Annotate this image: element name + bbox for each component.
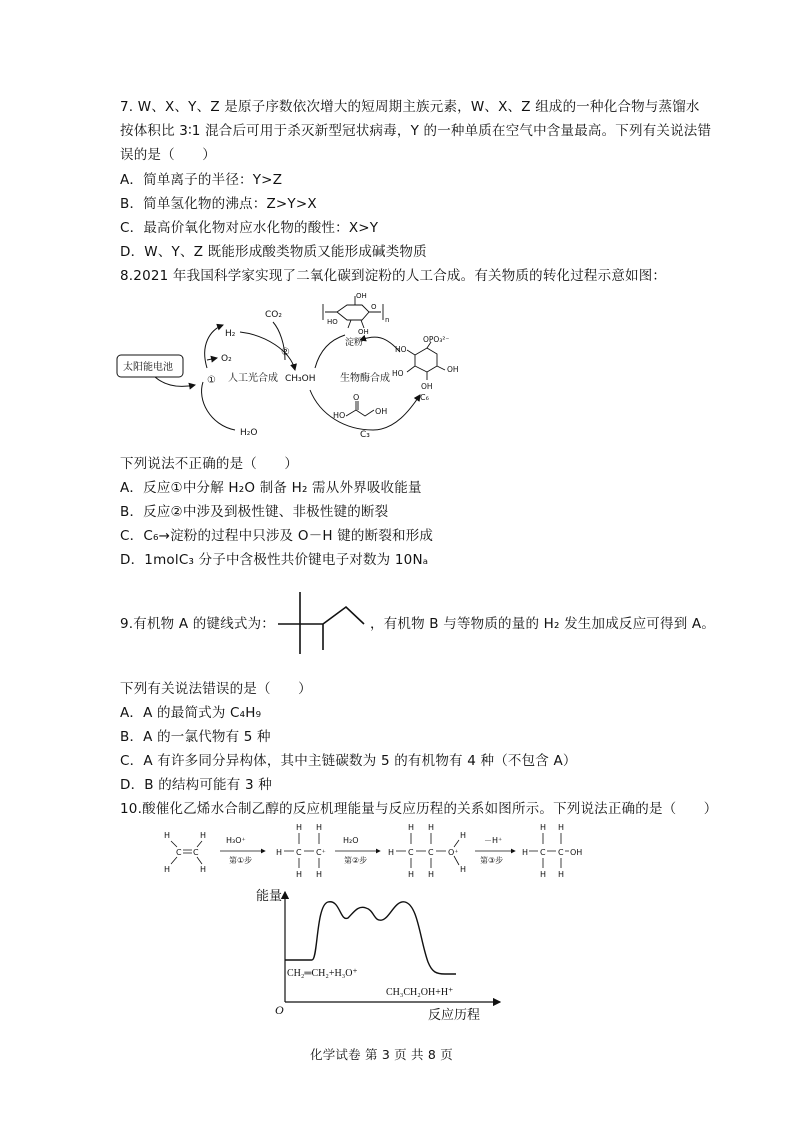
reactants-label: CH₂═CH₂+H₃O⁺ — [287, 968, 358, 979]
svg-text:H: H — [316, 823, 323, 832]
svg-text:H: H — [558, 870, 565, 879]
q8-option-b: B．反应②中涉及到极性键、非极性键的断裂 — [120, 504, 389, 520]
svg-text:H: H — [522, 848, 529, 857]
step-3-label: 第③步 — [480, 856, 504, 865]
c6-opo-label: OPO₃²⁻ — [423, 335, 450, 344]
cycle1-o2-arrow — [207, 358, 217, 360]
c3-label: C₃ — [360, 430, 370, 440]
origin-label: O — [275, 1003, 284, 1017]
starch-n-subscript: n — [385, 316, 390, 324]
svg-text:H: H — [276, 848, 283, 857]
svg-text:H: H — [408, 823, 415, 832]
cycle2-left-arc — [315, 335, 345, 368]
q7-stem-line1: 7. W、X、Y、Z 是原子序数依次增大的短周期主族元素，W、X、Z 组成的一种化合物与蒸馏水 — [120, 99, 700, 115]
svg-text:H: H — [460, 831, 467, 840]
q9-question: 下列有关说法错误的是（ ） — [120, 681, 312, 697]
q8-stem: 8.2021 年我国科学家实现了二氧化碳到淀粉的人工合成。有关物质的转化过程示意如图： — [120, 268, 667, 284]
q8-option-a: A．反应①中分解 H₂O 制备 H₂ 需从外界吸收能量 — [120, 480, 422, 496]
solar-cell-label: 太阳能电池 — [123, 362, 173, 373]
q7-option-b: B．简单氢化物的沸点：Z>Y>X — [120, 196, 317, 212]
svg-text:H: H — [388, 848, 395, 857]
svg-text:O⁺: O⁺ — [448, 848, 459, 857]
starch-o-ring: O — [371, 303, 377, 311]
c3-ho-label: HO — [333, 411, 346, 420]
q10-stem: 10.酸催化乙烯水合制乙醇的反应机理能量与反应历程的关系如图所示。下列说法正确的是（ ） — [120, 801, 718, 817]
q7-option-a: A．简单离子的半径：Y>Z — [120, 172, 283, 188]
h2-label: H₂ — [225, 329, 236, 339]
page-footer: 化学试卷 第 3 页 共 8 页 — [310, 1047, 453, 1062]
artificial-photosynthesis-label: 人工光合成 — [228, 373, 278, 384]
reagent-2: H₂O — [343, 836, 359, 845]
c6-oh-right: OH — [447, 365, 459, 374]
q9-option-d: D．B 的结构可能有 3 种 — [120, 777, 272, 793]
svg-text:H: H — [428, 870, 435, 879]
q9-stem-suffix: ，有机物 B 与等物质的量的 H₂ 发生加成反应可得到 A。 — [370, 616, 716, 632]
q7-option-c: C．最高价氧化物对应水化物的酸性：X>Y — [120, 220, 379, 236]
compound-a-skeletal-formula — [268, 582, 368, 662]
step-2-label: 第②步 — [344, 856, 368, 865]
enzyme-synthesis-label: 生物酶合成 — [340, 373, 390, 384]
starch-ho-left: HO — [327, 318, 338, 326]
svg-text:H: H — [296, 823, 303, 832]
svg-text:C: C — [408, 848, 414, 857]
c6-ho-bottom: HO — [392, 369, 404, 378]
svg-text:H: H — [296, 870, 303, 879]
reagent-1: H₃O⁺ — [226, 836, 246, 845]
reagent-3: －H⁺ — [484, 836, 503, 845]
c6-ho-top: HO — [395, 345, 407, 354]
energy-profile-graph — [250, 880, 510, 1025]
svg-text:H: H — [316, 870, 323, 879]
step1-label: ① — [207, 375, 216, 386]
q8-question: 下列说法不正确的是（ ） — [120, 456, 299, 472]
q9-stem-prefix: 9.有机物 A 的键线式为： — [120, 616, 275, 632]
cycle2-upper-arc — [360, 337, 400, 352]
c3-oh-label: OH — [375, 407, 388, 416]
q7-stem-line3: 误的是（ ） — [120, 147, 216, 163]
starch-oh-bottom: OH — [358, 328, 369, 336]
c3-o-label: O — [353, 393, 360, 402]
step2-label: ② — [281, 347, 290, 358]
x-axis-label: 反应历程 — [428, 1008, 481, 1023]
svg-text:C: C — [176, 848, 182, 857]
co2-label: CO₂ — [265, 310, 282, 320]
products-label: CH₃CH₂OH+H⁺ — [386, 987, 454, 998]
energy-curve — [285, 902, 456, 974]
c3-skeleton — [346, 401, 374, 416]
solar-cell-arrow — [155, 377, 195, 386]
svg-text:OH: OH — [570, 848, 583, 857]
ch3oh-label: CH₃OH — [285, 374, 316, 384]
y-axis-label: 能量 — [256, 889, 283, 904]
cycle1-lower-arc — [202, 382, 235, 430]
c6-label: C₆ — [420, 393, 429, 402]
svg-text:H: H — [558, 823, 565, 832]
svg-text:H: H — [200, 831, 207, 840]
svg-text:C: C — [193, 848, 199, 857]
q7-stem-line2: 按体积比 3∶1 混合后可用于杀灭新型冠状病毒，Y 的一种单质在空气中含量最高。下列有关说法错 — [120, 123, 712, 139]
starch-synthesis-diagram — [115, 290, 485, 445]
svg-text:H: H — [200, 865, 207, 874]
c6-ring — [415, 348, 437, 372]
svg-text:C: C — [428, 848, 434, 857]
c6-bonds — [407, 342, 445, 380]
svg-text:C: C — [540, 848, 546, 857]
svg-text:H: H — [164, 865, 171, 874]
svg-text:H: H — [540, 823, 547, 832]
starch-oh-top: OH — [356, 292, 367, 300]
cycle2-lower-arc — [310, 390, 420, 430]
step-1-label: 第①步 — [229, 856, 253, 865]
reaction-mechanism — [160, 820, 583, 880]
q9-option-c: C．A 有许多同分异构体，其中主链碳数为 5 的有机物有 4 种（不包含 A） — [120, 753, 577, 769]
c6-oh-bottom: OH — [421, 382, 433, 391]
svg-text:H: H — [540, 870, 547, 879]
q7-option-d: D．W、Y、Z 既能形成酸类物质又能形成碱类物质 — [120, 244, 427, 260]
svg-text:H: H — [460, 865, 467, 874]
q9-option-a: A．A 的最简式为 C₄H₉ — [120, 705, 262, 721]
svg-text:H: H — [408, 870, 415, 879]
svg-text:C: C — [558, 848, 564, 857]
q8-option-d: D．1molC₃ 分子中含极性共价键电子对数为 10Nₐ — [120, 552, 429, 568]
svg-text:H: H — [164, 831, 171, 840]
starch-ring — [337, 305, 369, 320]
o2-label: O₂ — [221, 354, 232, 364]
q9-option-b: B．A 的一氯代物有 5 种 — [120, 729, 271, 745]
svg-text:C⁺: C⁺ — [316, 848, 326, 857]
q8-option-c: C．C₆→淀粉的过程中只涉及 O－H 键的断裂和形成 — [120, 528, 434, 544]
h2o-label: H₂O — [240, 428, 258, 438]
svg-text:C: C — [296, 848, 302, 857]
starch-label: 淀粉 — [345, 338, 364, 348]
svg-text:H: H — [428, 823, 435, 832]
